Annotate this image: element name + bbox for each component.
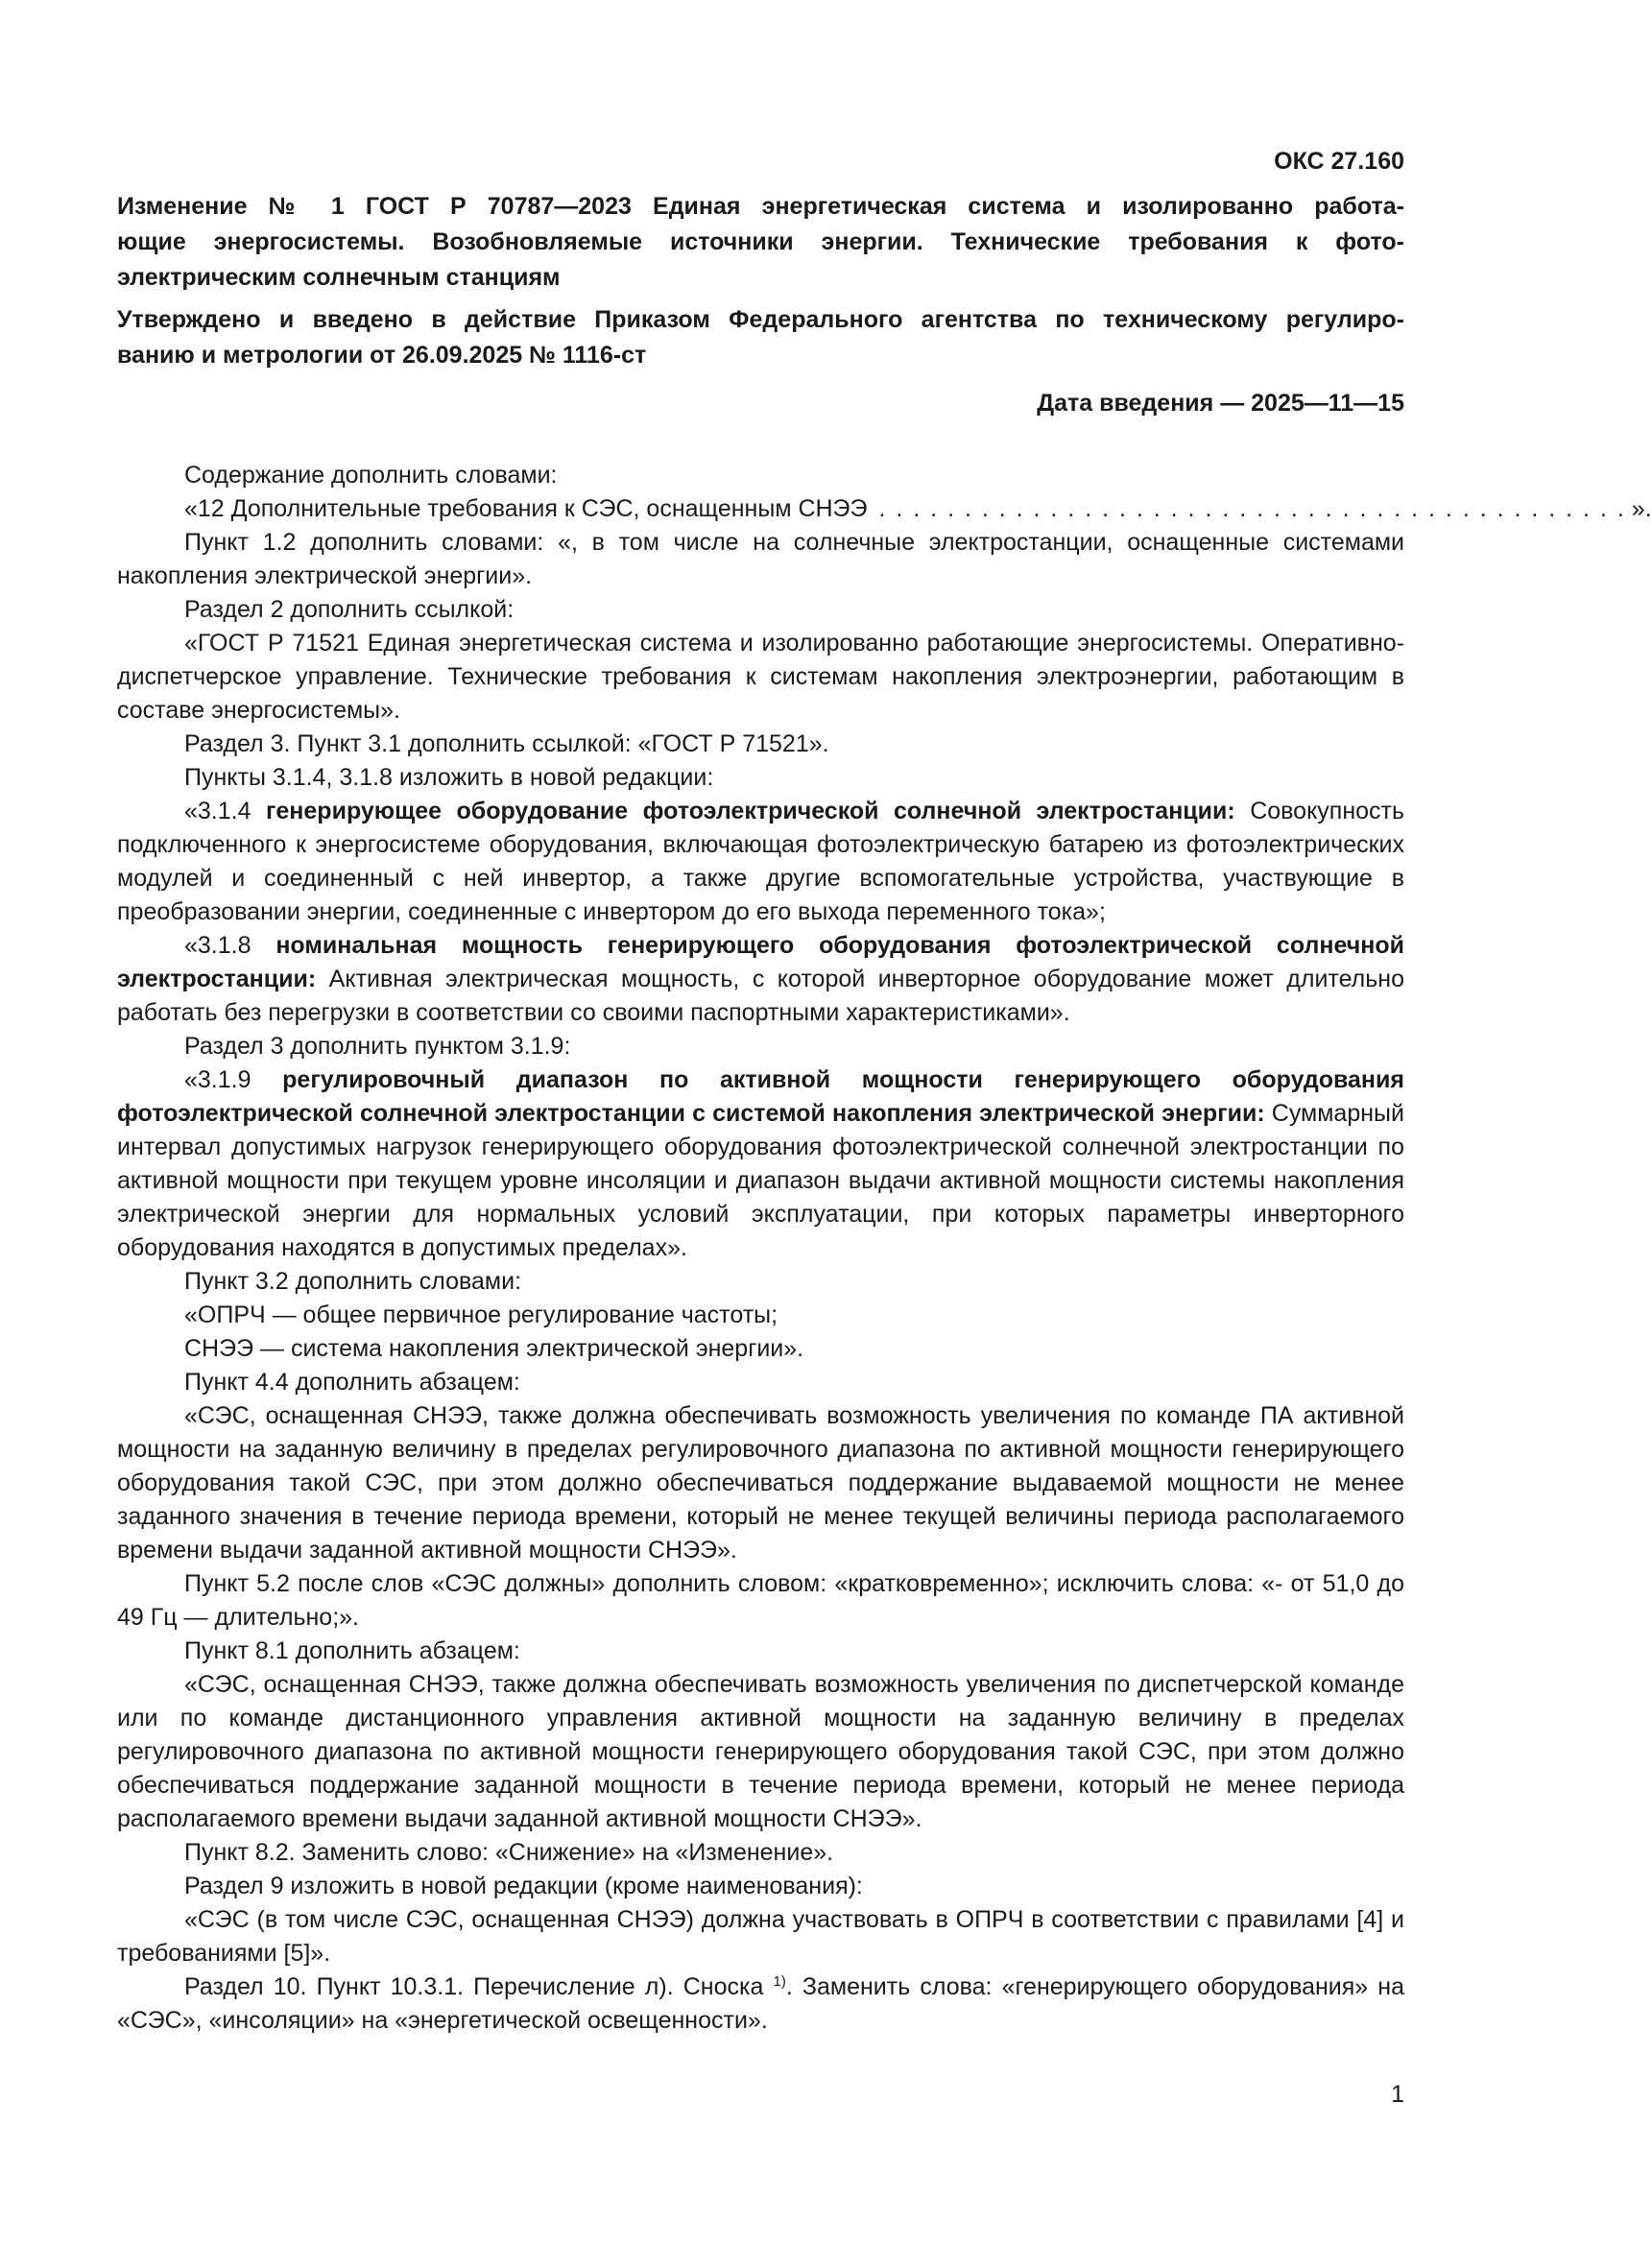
effective-date: Дата введения — 2025—11—15 xyxy=(1037,390,1404,417)
definition-3-1-4 xyxy=(117,795,1404,929)
para-snee: СНЭЭ — система накопления электрической энергии». xyxy=(184,1335,804,1362)
toc-entry-text: «12 Дополнительные требования к СЭС, оснащенным СНЭЭ xyxy=(184,495,868,522)
def-3-1-9-text: Суммарный интервал допустимых нагрузок генерирующего оборудования фотоэлектрической солнечной электростанции по активной мощности при текущем уровне инсоляции и диапазон выдачи активной мощности системы накопления электрической энергии для нормальных условий эксплуатации, при которых параметры инверторного оборудования находятся в допустимых пределах». xyxy=(117,1100,1404,1261)
para-item-5-2: Пункт 5.2 после слов «СЭС должны» дополнить словом: «кратковременно»; исключить слова: «- от 51,0 до 49 Гц — длительно;». xyxy=(117,1570,1404,1631)
title-line-3: электрическим солнечным станциям xyxy=(117,264,561,291)
para-gost-reference: «ГОСТ Р 71521 Единая энергетическая система и изолированно работающие энергосистемы. Оперативно-диспетчерское управление. Технические требования к системам накопления электроэнергии, работающим в составе энергосистемы». xyxy=(117,630,1404,724)
approval-statement xyxy=(117,302,1404,373)
para-item-4-4: Пункт 4.4 дополнить абзацем: xyxy=(184,1369,520,1396)
toc-intro: Содержание дополнить словами: xyxy=(184,462,558,489)
para-section-10 xyxy=(117,1970,1404,2038)
para-section-3-add: Раздел 3 дополнить пунктом 3.1.9: xyxy=(184,1033,571,1060)
para-item-4-4-text: «СЭС, оснащенная СНЭЭ, также должна обеспечивать возможность увеличения по команде ПА активной мощности на заданную величину в пределах регулировочного диапазона по активной мощности генерирующего оборудования такой СЭС, при этом должно обеспечиваться поддержание выдаваемой мощности не менее заданного значения в течение периода времени, который не менее текущей величины периода располагаемого времени выдачи заданной активной мощности СНЭЭ». xyxy=(117,1402,1404,1564)
def-3-1-8-term: номинальная мощность генерирующего оборудования фотоэлектрической солнечной электростанции: xyxy=(117,932,1404,992)
para-oprch: «ОПРЧ — общее первичное регулирование частоты; xyxy=(184,1302,778,1328)
definition-3-1-8 xyxy=(117,929,1404,1030)
toc-entry xyxy=(184,492,1652,526)
definition-3-1-9 xyxy=(117,1063,1404,1265)
approved-line-1: Утверждено и введено в действие Приказом Федерального агентства по техническому регулиро- xyxy=(117,306,1404,333)
sec10-text-a: Раздел 10. Пункт 10.3.1. Перечисление л). Сноска xyxy=(184,1973,774,2000)
page-number: 1 xyxy=(1391,2081,1404,2108)
toc-entry-end: ». xyxy=(1631,495,1652,522)
para-section-2: Раздел 2 дополнить ссылкой: xyxy=(184,596,515,623)
approved-line-2: ванию и метрологии от 26.09.2025 № 1116-ст xyxy=(117,342,647,369)
def-3-1-8-number: «3.1.8 xyxy=(184,932,276,959)
def-3-1-4-number: «3.1.4 xyxy=(184,798,266,824)
def-3-1-8-text: Активная электрическая мощность, с которой инверторное оборудование может длительно работать без перегрузки в соответствии со своими паспортными характеристиками». xyxy=(117,966,1404,1026)
def-3-1-9-number: «3.1.9 xyxy=(184,1066,283,1093)
okc-code: ОКС 27.160 xyxy=(1274,148,1404,175)
document-body xyxy=(117,459,1652,2038)
para-items-3-1-4: Пункты 3.1.4, 3.1.8 изложить в новой редакции: xyxy=(184,764,714,791)
para-item-8-2: Пункт 8.2. Заменить слово: «Снижение» на «Изменение». xyxy=(184,1839,834,1866)
def-3-1-4-term: генерирующее оборудование фотоэлектрической солнечной электростанции: xyxy=(265,798,1235,824)
para-item-8-1-text: «СЭС, оснащенная СНЭЭ, также должна обеспечивать возможность увеличения по диспетчерской команде или по команде дистанционного управления активной мощности на заданную величину в пределах регулировочного диапазона по активной мощности генерирующего оборудования такой СЭС, при этом должно обеспечиваться поддержание заданной мощности в течение периода времени, который не менее периода располагаемого времени выдачи заданной активной мощности СНЭЭ». xyxy=(117,1671,1404,1832)
para-section-9-text: «СЭС (в том числе СЭС, оснащенная СНЭЭ) должна участвовать в ОПРЧ в соответствии с правилами [4] и требованиями [5]». xyxy=(117,1906,1404,1967)
para-item-8-1: Пункт 8.1 дополнить абзацем: xyxy=(184,1637,520,1664)
def-3-1-9-term: регулировочный диапазон по активной мощности генерирующего оборудования фотоэлектрической солнечной электростанции с системой накопления электрической энергии: xyxy=(117,1066,1404,1127)
title-line-2: ющие энергосистемы. Возобновляемые источники энергии. Технические требования к фото- xyxy=(117,228,1404,255)
title-line-1: Изменение № 1 ГОСТ Р 70787—2023 Единая энергетическая система и изолированно работа- xyxy=(117,193,1404,220)
para-item-3-2: Пункт 3.2 дополнить словами: xyxy=(184,1268,522,1295)
para-section-3-1: Раздел 3. Пункт 3.1 дополнить ссылкой: «ГОСТ Р 71521». xyxy=(184,730,829,757)
footnote-ref: 1) xyxy=(773,1973,786,1990)
para-section-9: Раздел 9 изложить в новой редакции (кроме наименования): xyxy=(184,1873,863,1899)
def-3-1-4-text: Совокупность подключенного к энергосистеме оборудования, включающая фотоэлектрическую батарею из фотоэлектрических модулей и соединенный с ней инвертор, а также другие вспомогательные устройства, участвующие в преобразовании энергии, соединенные с инвертором до его выхода переменного тока»; xyxy=(117,798,1405,925)
amendment-title xyxy=(117,189,1404,296)
document-page xyxy=(117,0,1652,2245)
toc-leader-dots: . . . . . . . . . . . . . . . . . . . . . . . . . . . . . . . . . . . . . . . . . . . . xyxy=(878,495,1626,522)
sec10-text-b: . Заменить слова: «генерирующего оборудования» на «СЭС», «инсоляции» на «энергетической освещенности». xyxy=(117,1973,1405,2034)
para-item-1-2: Пункт 1.2 дополнить словами: «, в том числе на солнечные электростанции, оснащенные системами накопления электрической энергии». xyxy=(117,529,1404,589)
